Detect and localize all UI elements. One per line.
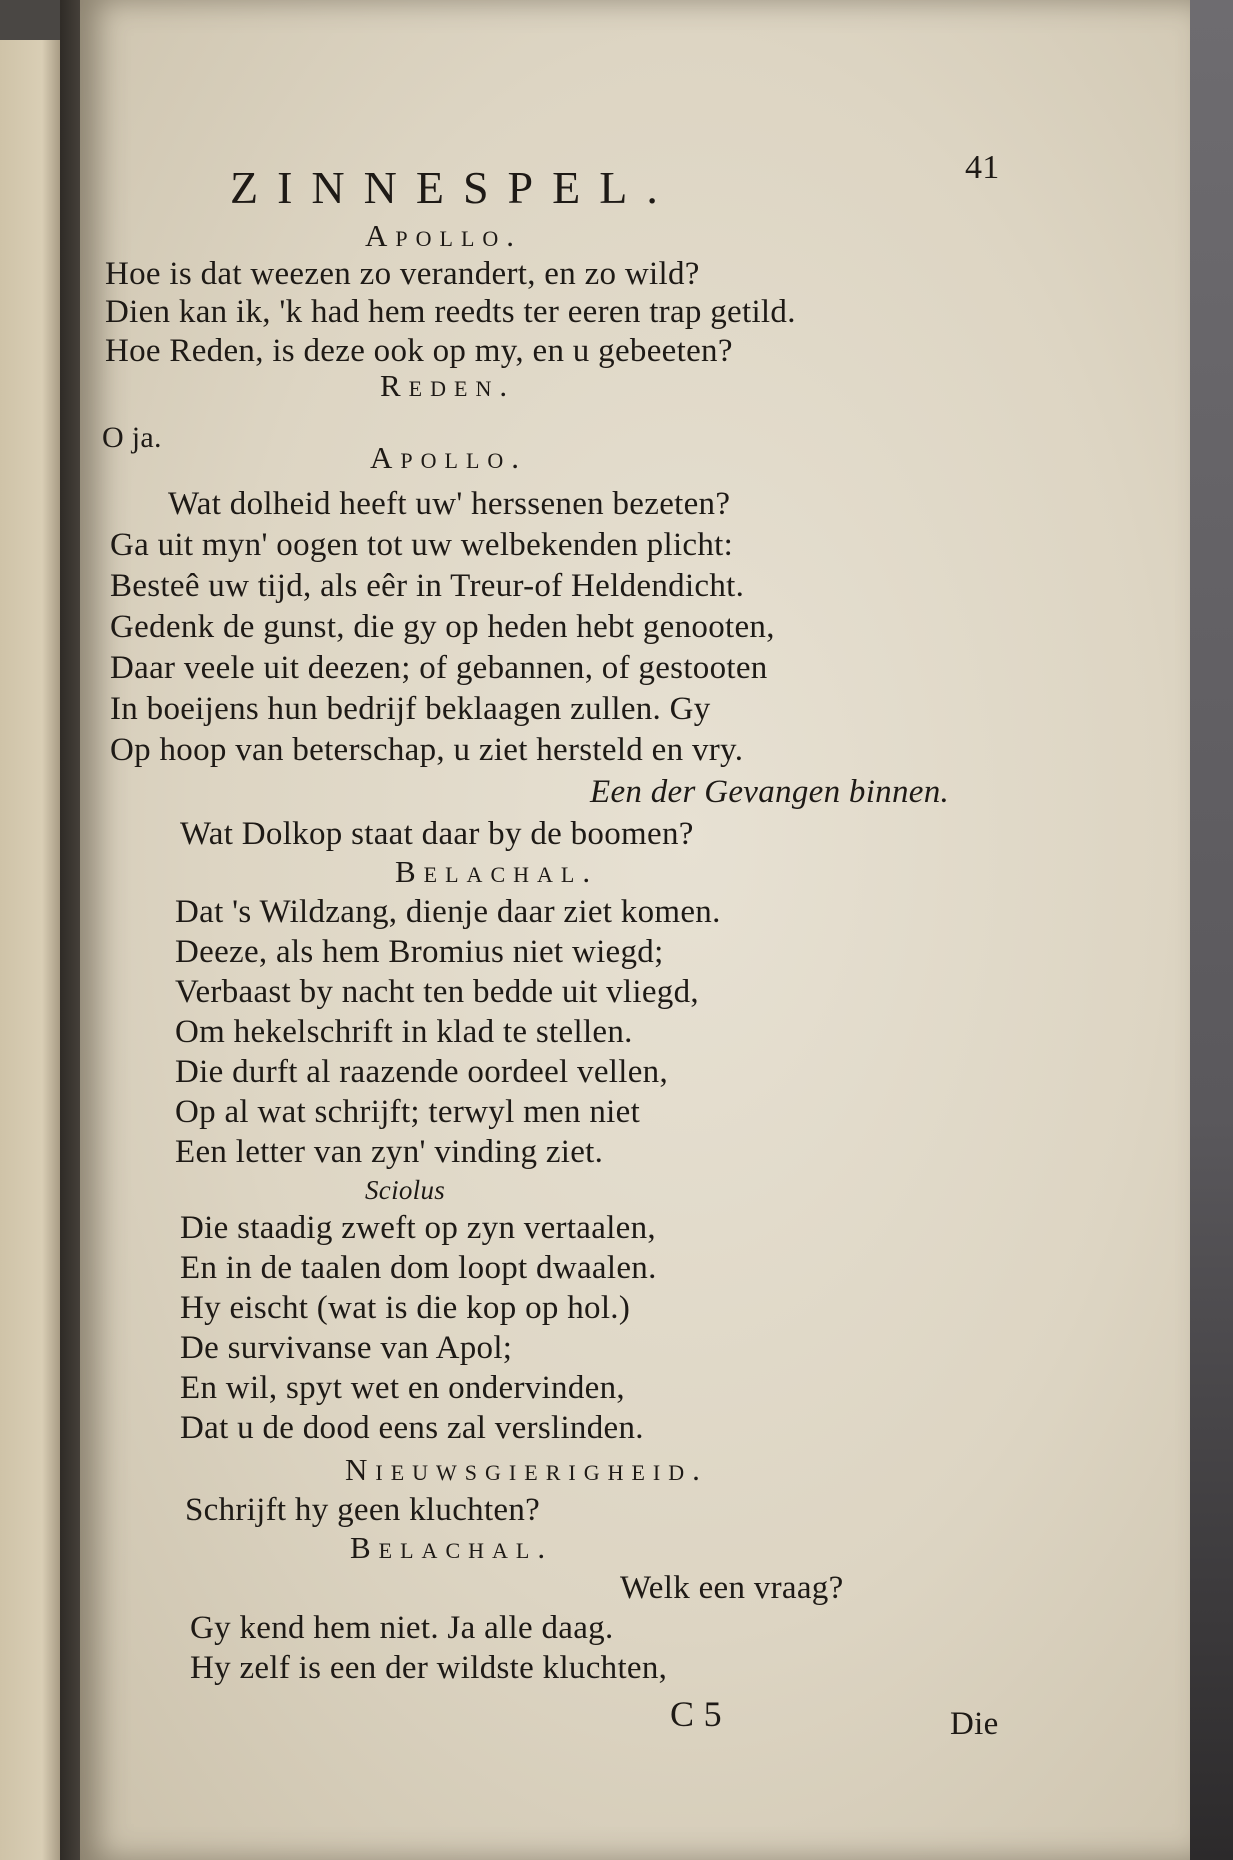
speaker-apollo: Apollo. bbox=[370, 440, 528, 475]
verse-line: Die staadig zweft op zyn vertaalen, bbox=[180, 1210, 656, 1246]
verse-line: Schrijft hy geen kluchten? bbox=[185, 1492, 541, 1528]
verse-line: Om hekelschrift in klad te stellen. bbox=[175, 1014, 633, 1050]
verse-line: Besteê uw tijd, als eêr in Treur-of Heldendicht. bbox=[110, 568, 745, 604]
verse-line: Ga uit myn' oogen tot uw welbekenden plicht: bbox=[110, 527, 734, 563]
verse-line: Deeze, als hem Bromius niet wiegd; bbox=[175, 934, 664, 970]
page-text bbox=[80, 0, 1190, 1860]
verse-line: En in de taalen dom loopt dwaalen. bbox=[180, 1250, 657, 1286]
verse-line: Verbaast by nacht ten bedde uit vliegd, bbox=[175, 974, 699, 1010]
verse-line: Daar veele uit deezen; of gebannen, of gestooten bbox=[110, 650, 768, 686]
verse-line: Wat dolheid heeft uw' herssenen bezeten? bbox=[168, 486, 731, 522]
speaker-belachal: Belachal. bbox=[395, 854, 599, 889]
verse-line: De survivanse van Apol; bbox=[180, 1330, 513, 1366]
signature-mark: C 5 bbox=[670, 1694, 722, 1734]
verse-line: Dat u de dood eens zal verslinden. bbox=[180, 1410, 644, 1446]
speaker-sciolus: Sciolus bbox=[365, 1175, 446, 1205]
book-page bbox=[80, 0, 1190, 1860]
stage-direction: Een der Gevangen binnen. bbox=[590, 774, 950, 810]
verse-line: Hy eischt (wat is die kop op hol.) bbox=[180, 1290, 631, 1326]
verse-line: Hoe is dat weezen zo verandert, en zo wild? bbox=[105, 256, 700, 292]
verse-line: Dat 's Wildzang, dienje daar ziet komen. bbox=[175, 894, 721, 930]
verse-line: Een letter van zyn' vinding ziet. bbox=[175, 1134, 604, 1170]
verse-line: Gedenk de gunst, die gy op heden hebt genooten, bbox=[110, 609, 775, 645]
speaker-reden: Reden. bbox=[380, 368, 516, 403]
verse-line: Hoe Reden, is deze ook op my, en u gebeeten? bbox=[105, 333, 733, 369]
verse-line: Dien kan ik, 'k had hem reedts ter eeren trap getild. bbox=[105, 294, 796, 330]
speaker-belachal: Belachal. bbox=[350, 1530, 554, 1565]
verse-line: O ja. bbox=[102, 421, 162, 454]
speaker-apollo: Apollo. bbox=[365, 218, 523, 253]
verse-line: Die durft al raazende oordeel vellen, bbox=[175, 1054, 669, 1090]
verse-line: Op hoop van beterschap, u ziet hersteld en vry. bbox=[110, 732, 744, 768]
page-number: 41 bbox=[965, 149, 1000, 186]
speaker-nieuwsgierigheid: Nieuwsgierigheid. bbox=[345, 1452, 708, 1487]
verse-line: In boeijens hun bedrijf beklaagen zullen. Gy bbox=[110, 691, 711, 727]
verse-line: Wat Dolkop staat daar by de boomen? bbox=[180, 816, 694, 852]
verse-line: Op al wat schrijft; terwyl men niet bbox=[175, 1094, 641, 1130]
verse-line: Welk een vraag? bbox=[620, 1570, 844, 1606]
catchword: Die bbox=[950, 1706, 999, 1742]
verse-line: Gy kend hem niet. Ja alle daag. bbox=[190, 1610, 614, 1646]
running-title: ZINNESPEL. bbox=[230, 162, 677, 213]
verse-line: Hy zelf is een der wildste kluchten, bbox=[190, 1650, 668, 1686]
verse-line: En wil, spyt wet en ondervinden, bbox=[180, 1370, 625, 1406]
